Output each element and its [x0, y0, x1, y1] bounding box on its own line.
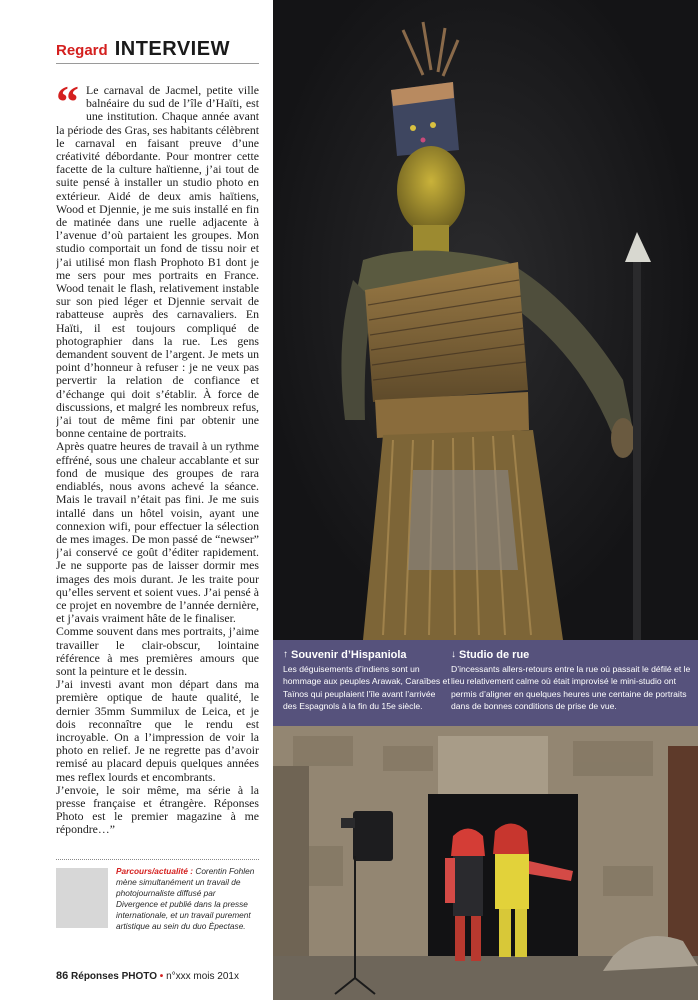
caption-body: D’incessants allers-retours entre la rue où passait le défilé et le lieu relativement calme où était improvisé le mini-studio ont permis d’aligner en quelques heures une centaine de portraits dans de bonnes conditions de prise de vue. [451, 664, 691, 711]
article-paragraph: Après quatre heures de travail à un rythme effréné, sous une chaleur accablante et sur fond de musique des groupes de rara endiablés, nous avons achevé la séance. Mais le travail n’était pas fini. Je me suis intallé dans un hôtel voisin, ayant une connexion wifi, pour effectuer la sélection de mes images. De mon passé de “newser” j’ai conservé ce goût d’éditer rapidement. Je ne supporte pas de laisser dormir mes images des mois durant. Je les traite pour qu’elles servent et soient vues. J’ai pensé à ce projet en novembre de l’année dernière, et j’avais vraiment hâte de le finaliser. [56, 439, 259, 626]
bio-label: Parcours/actualité : [116, 866, 194, 876]
header-divider [56, 63, 259, 64]
section-rubric: Regard [56, 42, 108, 59]
section-header [56, 38, 230, 61]
footer-separator: • [159, 971, 164, 982]
article-body [56, 76, 259, 854]
arrow-up-icon: ↑ [283, 649, 288, 660]
issue-info: n°xxx mois 201x [166, 971, 239, 982]
carnival-portrait-photo [273, 0, 698, 640]
bio-divider [56, 859, 259, 860]
article-paragraph: Comme souvent dans mes portraits, j’aime travailler le clair-obscur, lointaine référence à mes premières amours que sont la peinture et le dessin. [56, 624, 259, 678]
page-number: 86 [56, 970, 69, 982]
article-paragraph: Le carnaval de Jacmel, petite ville balnéaire du sud de l’île d’Haïti, est une institution. Chaque année avant la période des Gras, ses habitants célèbrent le carnaval en faisant preuve d’une créativité débordante. Pour montrer cette facette de la culture haïtienne, j’ai tout de suite pensé à installer un studio photo en extérieur. Aidé de deux amis haïtiens, Wood et Djennie, je me suis installé en fin de matinée dans une ruelle adjacente à l’avenue d’où partaient les groupes. Mon studio comportait un fond de tissu noir et j’ai utilisé mon flash Prophoto B1 dont je me sers pour mes portraits en France. Wood tenait le flash, relativement instable sur son pied léger et Djennie servait de rabatteuse auprès des carnavaliers. En Haïti, il est toujours compliqué de photographier dans la rue. Les gens demandent souvent de l’argent. Je mets un point d’honneur à refuser : je ne veux pas pervertir la relation de confiance et d’échange qui doit s’établir. À force de discussions, et malgré les nombreux refus, j’ai tout de même fini par obtenir une bonne centaine de portraits. [56, 84, 259, 441]
page-footer [56, 970, 239, 982]
caption-title: Studio de rue [459, 649, 530, 661]
article-paragraph: J’ai investi avant mon départ dans ma première optique de haute qualité, le dernier 35mm Summilux de Leica, et je dois reconnaître que le rendu est incroyable. On a l’impression de voir la photo en relief. Je ne regrette pas d’avoir remisé au placard depuis quelques années mes reflex lourds et encombrants. [56, 677, 259, 784]
caption-title: Souvenir d’Hispaniola [291, 649, 407, 661]
author-bio [116, 866, 258, 932]
author-photo [56, 868, 108, 928]
magazine-name: Réponses PHOTO [71, 971, 157, 982]
arrow-down-icon: ↓ [451, 649, 456, 660]
caption-bottom-photo [451, 648, 691, 712]
caption-body: Les déguisements d’indiens sont un hommage aux peuples Arawak, Caraïbes et Taïnos qui peuplaient l’île avant l’arrivée des Espagnols à la fin du 15e siècle. [283, 664, 450, 711]
article-paragraph: J’envoie, le soir même, ma série à la presse française et étrangère. Réponses Photo est le premier magazine à me répondre…” [56, 782, 259, 837]
street-studio-photo [273, 726, 698, 1000]
bio-text: Corentin Fohlen mène simultanément un travail de photojournaliste diffusé par Divergence et publié dans la presse internationale, et un travail purement artistique au sein du duo Èpectase. [116, 866, 255, 931]
caption-band [273, 640, 698, 726]
opening-quote-mark: “ [56, 76, 79, 127]
section-title: INTERVIEW [114, 38, 230, 60]
caption-top-photo [283, 648, 451, 712]
